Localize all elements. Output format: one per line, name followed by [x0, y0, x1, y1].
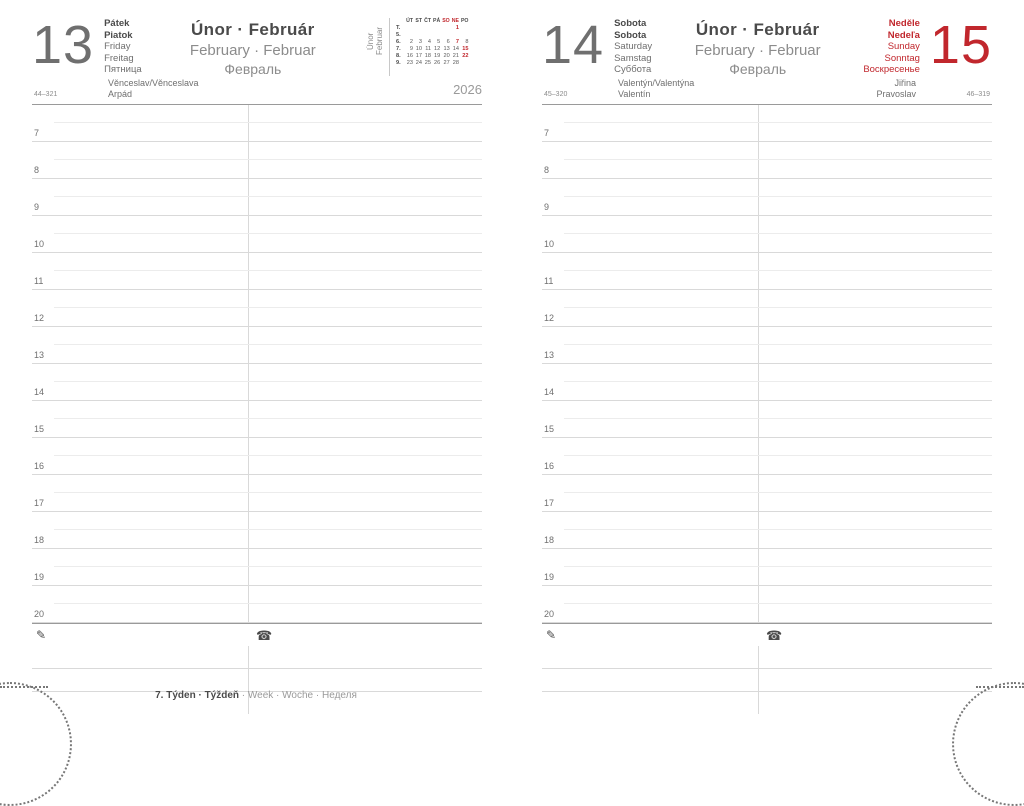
mini-cal-day[interactable]: 21 — [452, 53, 459, 59]
hour-row[interactable] — [32, 253, 482, 290]
mini-cal-day[interactable]: 17 — [415, 53, 422, 59]
day-name-de: Samstag — [614, 52, 652, 64]
note-divider — [248, 669, 249, 691]
phone-icon: ☎ — [766, 628, 783, 643]
mini-cal-week-row — [395, 60, 469, 67]
mini-cal-day[interactable]: 6 — [446, 39, 450, 45]
mini-cal-weekday: ČT — [424, 18, 431, 24]
mini-cal-day[interactable]: 4 — [427, 39, 431, 45]
notes-icons-left — [32, 624, 482, 646]
hour-label: 7 — [34, 128, 40, 138]
hour-label: 9 — [544, 202, 550, 212]
mini-cal-week-number: 6. — [396, 39, 401, 45]
day-names-14 — [604, 14, 652, 76]
hour-row[interactable] — [542, 401, 992, 438]
month-title-left — [142, 14, 364, 77]
half-hour-line — [564, 233, 992, 234]
hour-label: 19 — [544, 572, 555, 582]
mini-cal-day[interactable]: 9 — [409, 46, 413, 52]
page-left — [0, 0, 512, 734]
mini-cal-day[interactable] — [414, 32, 423, 39]
hour-label: 18 — [34, 535, 45, 545]
day-name-cs: Sobota — [614, 18, 647, 29]
mini-cal-week-row — [395, 25, 469, 32]
mini-cal-day[interactable]: 2 — [409, 39, 413, 45]
hour-label: 16 — [34, 461, 45, 471]
day-name-ru: Суббота — [614, 64, 652, 76]
hour-label: 8 — [34, 165, 40, 175]
mini-cal-day[interactable] — [405, 32, 414, 39]
mini-cal-day[interactable]: 23 — [406, 60, 413, 66]
half-hour-line — [54, 492, 482, 493]
hour-label: 15 — [544, 424, 555, 434]
mini-cal-weekday: PO — [460, 18, 469, 24]
mini-cal-day[interactable] — [432, 32, 441, 39]
namedays-14 — [618, 78, 694, 100]
day-name-sk: Piatok — [104, 29, 133, 41]
day-name-ru: Пятница — [104, 64, 142, 76]
hour-row[interactable] — [32, 290, 482, 327]
mini-cal-week-row — [395, 53, 469, 60]
month-line-3: Февраль — [224, 61, 282, 77]
mini-cal-day[interactable]: 25 — [424, 60, 431, 66]
half-hour-line — [54, 270, 482, 271]
nameday-primary: Jiřina — [894, 78, 916, 88]
hour-grid-right[interactable] — [542, 105, 992, 623]
hour-label: 12 — [34, 313, 45, 323]
mini-cal-day[interactable]: 27 — [443, 60, 450, 66]
hour-label: 10 — [544, 239, 555, 249]
day-names-13 — [94, 14, 142, 76]
half-hour-line — [54, 122, 482, 123]
mini-cal-day[interactable] — [441, 25, 451, 32]
hour-label: 7 — [544, 128, 550, 138]
day-name-cs: Neděle — [888, 18, 920, 29]
daycount-13: 44–321 — [34, 91, 58, 98]
mini-cal-day[interactable]: 26 — [433, 60, 441, 66]
note-line[interactable] — [542, 692, 992, 714]
week-footer — [0, 690, 512, 701]
pencil-icon: ✎ — [546, 628, 557, 642]
hour-label: 13 — [34, 350, 45, 360]
mini-cal-day[interactable] — [451, 32, 460, 39]
day-name-sk: Sobota — [614, 29, 647, 41]
namedays-row-13 — [32, 78, 482, 104]
half-hour-line — [564, 529, 992, 530]
hour-row[interactable] — [542, 512, 992, 549]
day-name-en: Sunday — [887, 41, 920, 53]
mini-cal-day[interactable]: 11 — [425, 46, 431, 52]
half-hour-line — [564, 196, 992, 197]
hour-row[interactable] — [542, 327, 992, 364]
hour-row[interactable] — [32, 364, 482, 401]
half-hour-line — [54, 418, 482, 419]
namedays-row-right — [542, 78, 992, 104]
hour-label: 13 — [544, 350, 555, 360]
mini-cal-week-number: 8. — [396, 53, 401, 59]
half-hour-line — [564, 603, 992, 604]
hour-label: 20 — [544, 609, 555, 619]
hour-row[interactable] — [542, 290, 992, 327]
half-hour-line — [564, 418, 992, 419]
hour-label: 17 — [544, 498, 555, 508]
half-hour-line — [54, 529, 482, 530]
hour-row[interactable] — [32, 586, 482, 623]
mini-cal-week-number: T. — [396, 25, 401, 31]
hour-row[interactable] — [32, 512, 482, 549]
nameday-secondary: Arpád — [108, 89, 133, 99]
nameday-secondary: Pravoslav — [876, 89, 916, 99]
week-footer-strong: 7. Týden · Týždeň — [155, 690, 240, 701]
half-hour-line — [564, 159, 992, 160]
header-right — [542, 0, 992, 78]
nameday-primary: Valentýn/Valentýna — [618, 78, 695, 88]
day-name-de: Freitag — [104, 52, 134, 64]
hour-label: 20 — [34, 609, 45, 619]
half-hour-line — [54, 196, 482, 197]
mini-cal-weekday: ST — [415, 18, 422, 24]
half-hour-line — [564, 455, 992, 456]
mini-cal-day[interactable]: 28 — [452, 60, 459, 66]
mini-cal-day[interactable] — [460, 32, 470, 39]
pencil-icon: ✎ — [36, 628, 47, 642]
mini-cal-day[interactable]: 16 — [406, 53, 413, 59]
hour-label: 11 — [544, 276, 554, 286]
mini-cal-day[interactable]: 24 — [415, 60, 422, 66]
note-line[interactable] — [542, 646, 992, 669]
half-hour-line — [54, 159, 482, 160]
hour-label: 14 — [544, 387, 555, 397]
mini-cal-day[interactable]: 14 — [452, 46, 459, 52]
mini-cal-day[interactable] — [423, 25, 432, 32]
hour-row[interactable] — [32, 401, 482, 438]
hour-label: 11 — [34, 276, 44, 286]
hour-row[interactable] — [542, 216, 992, 253]
hour-label: 18 — [544, 535, 555, 545]
month-line-2: February · Februar — [694, 42, 821, 59]
hour-row[interactable] — [542, 475, 992, 512]
mini-cal-weekday: ÚT — [406, 18, 413, 24]
half-hour-line — [564, 307, 992, 308]
hour-row[interactable] — [542, 142, 992, 179]
note-divider — [758, 692, 759, 714]
mini-cal-week-row — [395, 32, 469, 39]
day-names-15 — [863, 14, 930, 76]
mini-cal-day[interactable]: 13 — [443, 46, 450, 52]
mini-cal-day[interactable] — [460, 60, 470, 67]
month-line-3: Февраль — [729, 61, 787, 77]
hour-label: 12 — [544, 313, 555, 323]
mini-cal-day[interactable]: 3 — [418, 39, 422, 45]
notes-icons-right — [542, 624, 992, 646]
mini-cal-day[interactable] — [414, 25, 423, 32]
note-line[interactable] — [32, 669, 482, 692]
page-corner-line-right — [976, 686, 1024, 688]
mini-cal-day[interactable]: 1 — [455, 25, 459, 31]
half-hour-line — [564, 381, 992, 382]
mini-cal-day[interactable] — [441, 32, 451, 39]
note-divider — [248, 646, 249, 668]
hour-row[interactable] — [32, 475, 482, 512]
note-divider — [758, 669, 759, 691]
mini-cal-week-row — [395, 46, 469, 53]
mini-cal-week-number: 9. — [396, 60, 401, 66]
hour-grid-left[interactable] — [32, 105, 482, 623]
day-name-cs: Pátek — [104, 18, 130, 29]
mini-cal-corner — [395, 18, 405, 25]
hour-label: 9 — [34, 202, 40, 212]
half-hour-line — [54, 603, 482, 604]
namedays-15 — [876, 78, 916, 100]
mini-cal-day[interactable] — [460, 25, 470, 32]
mini-cal-day[interactable]: 10 — [415, 46, 422, 52]
hour-row[interactable] — [32, 142, 482, 179]
half-hour-line — [564, 344, 992, 345]
half-hour-line — [564, 492, 992, 493]
day-name-de: Sonntag — [884, 52, 920, 64]
half-hour-line — [564, 270, 992, 271]
hour-row[interactable] — [32, 438, 482, 475]
hour-row[interactable] — [542, 179, 992, 216]
hour-row[interactable] — [542, 105, 992, 142]
mini-cal-day[interactable]: 5 — [437, 39, 441, 45]
note-line[interactable] — [542, 669, 992, 692]
hour-label: 8 — [544, 165, 550, 175]
hour-label: 10 — [34, 239, 45, 249]
vertical-month-label — [364, 18, 384, 64]
month-line-2: February · Februar — [189, 42, 316, 59]
day-name-en: Friday — [104, 41, 131, 53]
mini-cal-day[interactable]: 7 — [455, 39, 459, 45]
half-hour-line — [54, 566, 482, 567]
half-hour-line — [564, 566, 992, 567]
mini-cal-day[interactable] — [432, 25, 441, 32]
mini-cal-day[interactable]: 18 — [424, 53, 431, 59]
mini-cal-day[interactable]: 15 — [462, 46, 469, 52]
hour-label: 16 — [544, 461, 555, 471]
mini-cal-day[interactable]: 20 — [443, 53, 450, 59]
daycount-15: 46–319 — [966, 91, 990, 98]
month-line-1: Únor · Február — [191, 20, 315, 39]
mini-cal-weekday: NE — [451, 18, 459, 24]
hour-row[interactable] — [542, 549, 992, 586]
vertical-month-cs: Únor — [366, 32, 375, 50]
notes-block-right[interactable] — [542, 623, 992, 714]
day-name-ru: Воскресенье — [863, 64, 920, 76]
page-corner-line-left — [0, 686, 48, 688]
vertical-month-de: Februar — [375, 27, 384, 56]
note-divider — [758, 646, 759, 668]
hour-row[interactable] — [32, 179, 482, 216]
hour-row[interactable] — [32, 327, 482, 364]
hour-label: 17 — [34, 498, 45, 508]
hour-row[interactable] — [542, 364, 992, 401]
mini-cal-weekday: SO — [442, 18, 450, 24]
mini-cal-week-row — [395, 39, 469, 46]
day-number-13: 13 — [32, 15, 95, 75]
mini-cal-weekday: PÁ — [433, 18, 441, 24]
half-hour-line — [564, 122, 992, 123]
mini-cal-week-number: 5. — [396, 32, 401, 38]
week-footer-rest: · Week · Woche · Неделя — [239, 690, 357, 701]
mini-calendar — [395, 18, 469, 67]
month-line-1: Únor · Február — [695, 20, 820, 39]
note-line[interactable] — [32, 646, 482, 669]
day-name-sk: Nedeľa — [887, 29, 920, 41]
month-title-right — [652, 14, 863, 77]
hour-row[interactable] — [32, 549, 482, 586]
phone-icon: ☎ — [256, 628, 273, 643]
half-hour-line — [54, 344, 482, 345]
page-right — [512, 0, 1024, 734]
mini-cal-day[interactable]: 8 — [465, 39, 469, 45]
daycount-14: 45–320 — [544, 91, 568, 98]
hour-row[interactable] — [542, 253, 992, 290]
nameday-primary: Věnceslav/Věnceslava — [108, 78, 199, 88]
half-hour-line — [54, 307, 482, 308]
hour-row[interactable] — [32, 216, 482, 253]
hour-label: 15 — [34, 424, 45, 434]
day-number-15: 15 — [929, 15, 992, 75]
hour-row[interactable] — [542, 438, 992, 475]
mini-calendar-divider — [389, 18, 390, 76]
hour-row[interactable] — [542, 586, 992, 623]
nameday-secondary: Valentín — [618, 89, 651, 99]
hour-label: 19 — [34, 572, 45, 582]
half-hour-line — [54, 381, 482, 382]
mini-cal-day[interactable] — [405, 25, 414, 32]
half-hour-line — [54, 233, 482, 234]
mini-cal-week-number: 7. — [396, 46, 401, 52]
year-label: 2026 — [453, 82, 482, 97]
hour-row[interactable] — [32, 105, 482, 142]
mini-cal-day[interactable]: 19 — [433, 53, 441, 59]
namedays-13 — [108, 78, 199, 100]
mini-cal-day[interactable] — [423, 32, 432, 39]
mini-cal-day[interactable]: 22 — [462, 53, 469, 59]
mini-cal-day[interactable]: 12 — [433, 46, 441, 52]
day-number-14: 14 — [542, 15, 605, 75]
half-hour-line — [54, 455, 482, 456]
hour-label: 14 — [34, 387, 45, 397]
day-name-en: Saturday — [614, 41, 653, 53]
